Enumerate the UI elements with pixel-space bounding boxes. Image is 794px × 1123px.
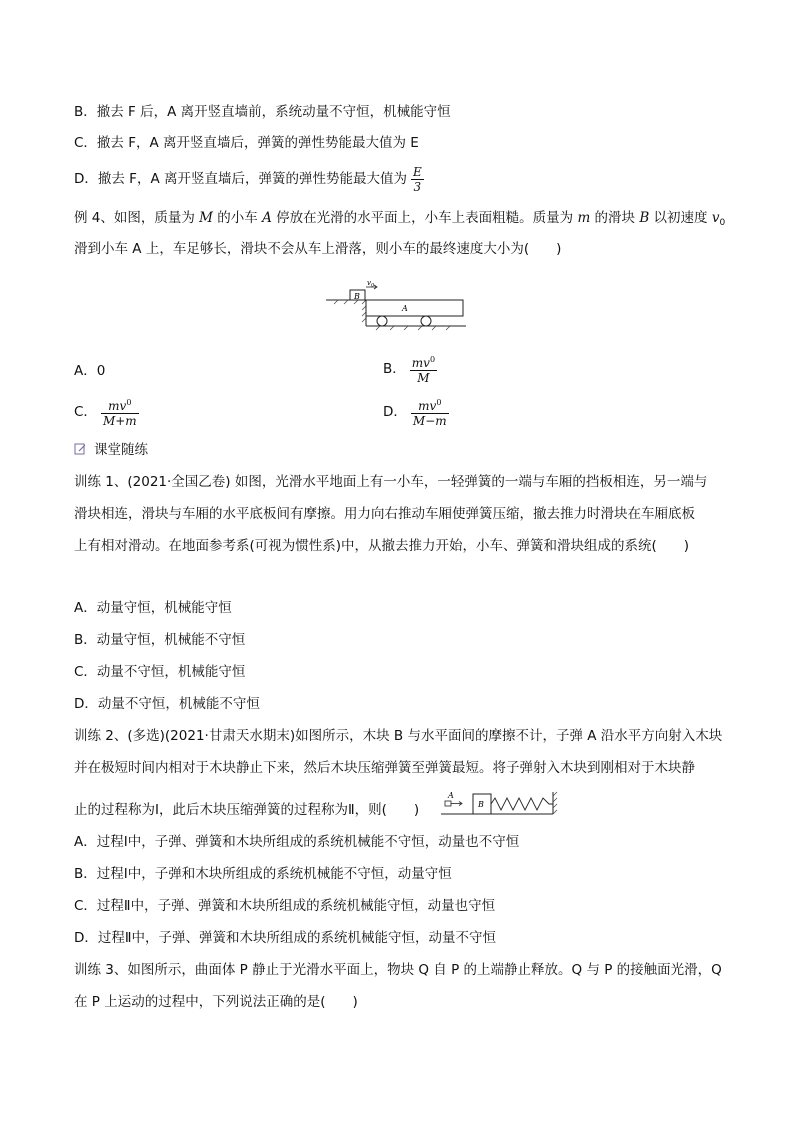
block-b-label: B	[478, 800, 484, 809]
training-1-line-1: 训练 1、(2021·全国乙卷) 如图，光滑水平地面上有一小车，一轻弹簧的一端与车厢的挡板相连，另一端与	[74, 474, 708, 490]
velocity-label: $v_0$	[367, 279, 375, 289]
ex4-option-d: D． $\frac{mv^0}{M-m}$	[383, 398, 447, 428]
training-1-line-3: 上有相对滑动。在地面参考系(可视为惯性系)中，从撤去推力开始，小车、弹簧和滑块组成的系统( )	[74, 538, 690, 554]
training-2-line-3: 止的过程称为Ⅰ，此后木块压缩弹簧的过程称为Ⅱ，则( )	[74, 802, 420, 818]
fraction-e-over-3: $\frac{E}{3}$	[412, 164, 422, 194]
training-2-line-2: 并在极短时间内相对于木块静止下来，然后木块压缩弹簧至弹簧最短。将子弹射入木块到刚相对于木块静	[74, 760, 695, 776]
training-2-option-b: B．过程Ⅰ中，子弹和木块所组成的系统机械能不守恒，动量守恒	[74, 866, 452, 882]
edit-note-icon	[74, 443, 86, 455]
training-2-option-c: C．过程Ⅱ中，子弹、弹簧和木块所组成的系统机械能守恒，动量也守恒	[74, 898, 496, 914]
bullet-a-label: A	[448, 791, 454, 800]
ex4-option-a: A．0	[74, 363, 106, 379]
bullet-spring-figure	[441, 788, 559, 818]
training-1-option-a: A．动量守恒，机械能守恒	[74, 600, 232, 616]
training-1-option-b: B．动量守恒，机械能不守恒	[74, 632, 246, 648]
training-1-option-c: C．动量不守恒，机械能守恒	[74, 664, 246, 680]
spring	[491, 798, 553, 810]
training-1-option-d: D．动量不守恒，机械能不守恒	[74, 696, 260, 712]
option-d-text: D．撤去 F，A 离开竖直墙后，弹簧的弹性势能最大值为	[74, 171, 407, 187]
training-3-line-1: 训练 3、如图所示，曲面体 P 静止于光滑水平面上，物块 Q 自 P 的上端静止释放。Q 与 P 的接触面光滑，Q	[74, 962, 722, 978]
cart-wheel	[377, 316, 387, 326]
training-2-option-d: D．过程Ⅱ中，子弹、弹簧和木块所组成的系统机械能守恒，动量不守恒	[74, 930, 497, 946]
block-b-label: B	[354, 292, 360, 301]
cart-block-figure	[326, 278, 471, 333]
section-header: 课堂随练	[74, 440, 148, 460]
example-4-line-1: 例 4、如图，质量为 M 的小车 A 停放在光滑的水平面上，小车上表面粗糙。质量为 m 的滑块 B 以初速度 $v_0$	[74, 210, 726, 228]
cart-a-label: A	[402, 304, 408, 313]
bullet-a	[445, 801, 451, 806]
ex4-option-b: B． $\frac{mv^0}{M}$	[383, 355, 436, 385]
option-c: C．撤去 F，A 离开竖直墙后，弹簧的弹性势能最大值为 E	[74, 135, 419, 151]
training-1-line-2: 滑块相连，滑块与车厢的水平底板间有摩擦。用力向右推动车厢使弹簧压缩，撤去推力时滑块在车厢底板	[74, 506, 695, 522]
training-2-line-1: 训练 2、(多选)(2021·甘肃天水期末)如图所示，木块 B 与水平面间的摩擦不计，子弹 A 沿水平方向射入木块	[74, 728, 723, 744]
ex4-option-c: C． $\frac{mv^0}{M+m}$	[74, 398, 137, 428]
training-3-line-2: 在 P 上运动的过程中，下列说法正确的是( )	[74, 994, 358, 1010]
option-b: B．撤去 F 后，A 离开竖直墙前，系统动量不守恒，机械能守恒	[74, 104, 451, 120]
cart-a	[366, 300, 463, 316]
option-d	[74, 160, 424, 198]
training-2-option-a: A．过程Ⅰ中，子弹、弹簧和木块所组成的系统机械能不守恒，动量也不守恒	[74, 834, 520, 850]
example-4-line-2: 滑到小车 A 上，车足够长，滑块不会从车上滑落，则小车的最终速度大小为( )	[74, 241, 562, 257]
cart-wheel	[421, 316, 431, 326]
